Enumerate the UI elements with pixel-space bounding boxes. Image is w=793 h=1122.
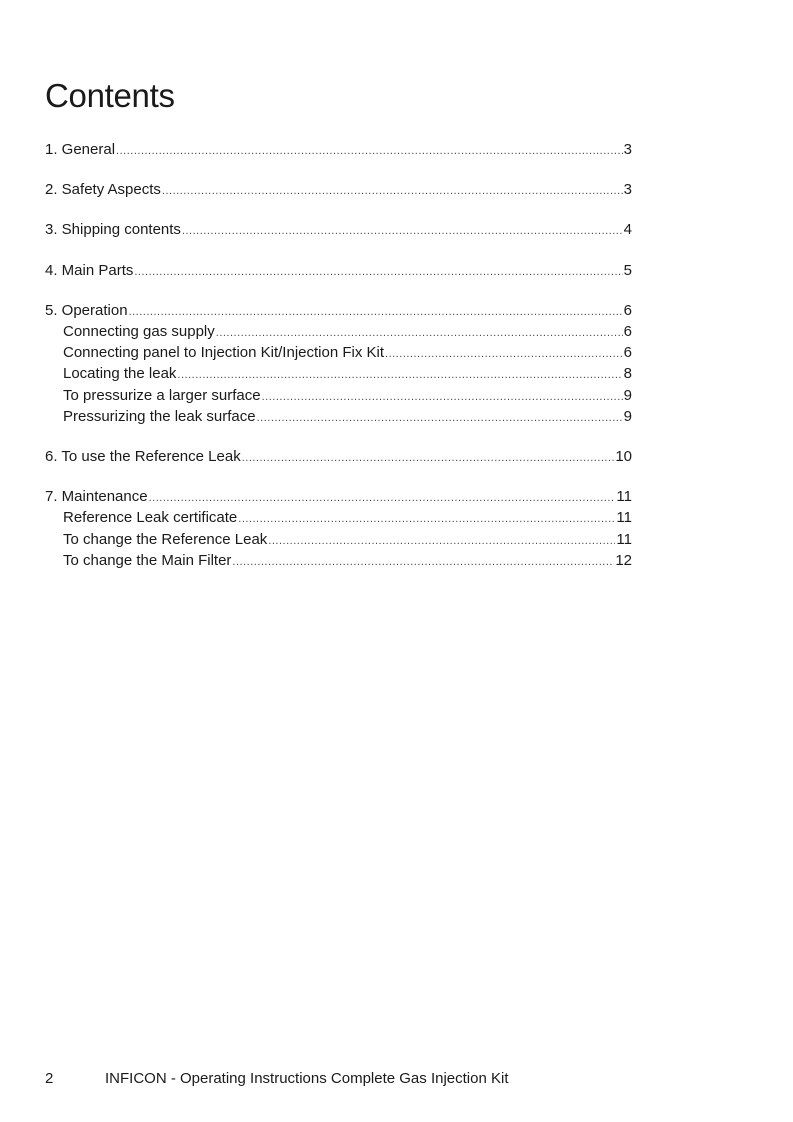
toc-subentry-connecting-gas-supply[interactable] xyxy=(45,322,632,343)
toc-section-general xyxy=(45,140,632,161)
toc-page-number: 6 xyxy=(623,344,632,362)
toc-dot-leader xyxy=(257,409,623,428)
toc-page-number: 9 xyxy=(623,386,632,404)
toc-dot-leader xyxy=(134,263,622,282)
toc-page-number: 6 xyxy=(623,301,632,319)
toc-entry-label: 4. Main Parts xyxy=(45,261,134,279)
toc-entry-label: Pressurizing the leak surface xyxy=(63,407,256,425)
toc-page-number: 3 xyxy=(623,141,632,158)
toc-entry-label: To change the Main Filter xyxy=(63,551,232,569)
toc-page-number: 11 xyxy=(616,488,632,506)
toc-page-number: 6 xyxy=(623,323,632,341)
toc-entry-label: To change the Reference Leak xyxy=(63,530,268,548)
toc-dot-leader xyxy=(149,489,616,508)
toc-section-maintenance xyxy=(45,487,632,572)
toc-entry-general[interactable] xyxy=(45,140,632,161)
toc-entry-shipping-contents[interactable] xyxy=(45,220,632,241)
toc-page-number: 10 xyxy=(615,448,632,466)
toc-entry-label: Reference Leak certificate xyxy=(63,509,238,527)
toc-entry-label: 5. Operation xyxy=(45,301,128,319)
toc-subentry-pressurize-larger-surface[interactable] xyxy=(45,386,632,407)
toc-subentry-reference-leak-certificate[interactable] xyxy=(45,508,632,529)
toc-entry-label: 3. Shipping contents xyxy=(45,221,181,239)
toc-dot-leader xyxy=(162,182,623,201)
toc-dot-leader xyxy=(116,142,623,161)
toc-entry-label: 2. Safety Aspects xyxy=(45,181,161,199)
toc-entry-label: 1. General xyxy=(45,141,116,158)
toc-entry-label: Connecting gas supply xyxy=(63,323,215,341)
toc-entry-label: Locating the leak xyxy=(63,365,177,383)
toc-entry-maintenance[interactable] xyxy=(45,487,632,508)
toc-dot-leader xyxy=(232,553,614,572)
toc-dot-leader xyxy=(129,303,623,322)
toc-subentry-locating-the-leak[interactable] xyxy=(45,364,632,385)
toc-dot-leader xyxy=(262,388,623,407)
toc-entry-label: Connecting panel to Injection Kit/Injection Fix Kit xyxy=(63,344,385,362)
toc-entry-main-parts[interactable] xyxy=(45,261,632,282)
toc-section-shipping-contents xyxy=(45,220,632,241)
toc-subentry-change-main-filter[interactable] xyxy=(45,551,632,572)
toc-dot-leader xyxy=(216,324,623,343)
toc-dot-leader xyxy=(242,449,615,468)
toc-subentry-connecting-panel[interactable] xyxy=(45,343,632,364)
toc-page-number: 12 xyxy=(615,551,632,569)
toc-entry-label: 7. Maintenance xyxy=(45,488,148,506)
page-title: Contents xyxy=(45,77,175,114)
toc-entry-label: 6. To use the Reference Leak xyxy=(45,448,241,466)
toc-section-reference-leak xyxy=(45,447,632,468)
toc-dot-leader xyxy=(177,366,622,385)
toc-page-number: 9 xyxy=(623,407,632,425)
page-footer xyxy=(45,1069,508,1088)
toc-page-number: 11 xyxy=(616,530,632,548)
toc-page-number: 4 xyxy=(623,221,632,239)
table-of-contents xyxy=(45,140,632,591)
footer-document-title: INFICON - Operating Instructions Complete Gas Injection Kit xyxy=(105,1070,509,1087)
toc-page-number: 3 xyxy=(623,181,632,199)
toc-page-number: 11 xyxy=(616,509,632,527)
toc-section-operation xyxy=(45,301,632,428)
toc-dot-leader xyxy=(238,510,615,529)
toc-entry-use-reference-leak[interactable] xyxy=(45,447,632,468)
toc-entry-operation[interactable] xyxy=(45,301,632,322)
toc-page-number: 5 xyxy=(623,261,632,279)
toc-page-number: 8 xyxy=(623,365,632,383)
toc-dot-leader xyxy=(182,222,623,241)
toc-section-safety-aspects xyxy=(45,180,632,201)
toc-subentry-change-reference-leak[interactable] xyxy=(45,530,632,551)
toc-section-main-parts xyxy=(45,261,632,282)
toc-entry-label: To pressurize a larger surface xyxy=(63,386,261,404)
footer-page-number: 2 xyxy=(45,1070,54,1087)
toc-entry-safety-aspects[interactable] xyxy=(45,180,632,201)
toc-dot-leader xyxy=(385,345,623,364)
toc-dot-leader xyxy=(268,532,615,551)
toc-subentry-pressurizing-leak-surface[interactable] xyxy=(45,407,632,428)
